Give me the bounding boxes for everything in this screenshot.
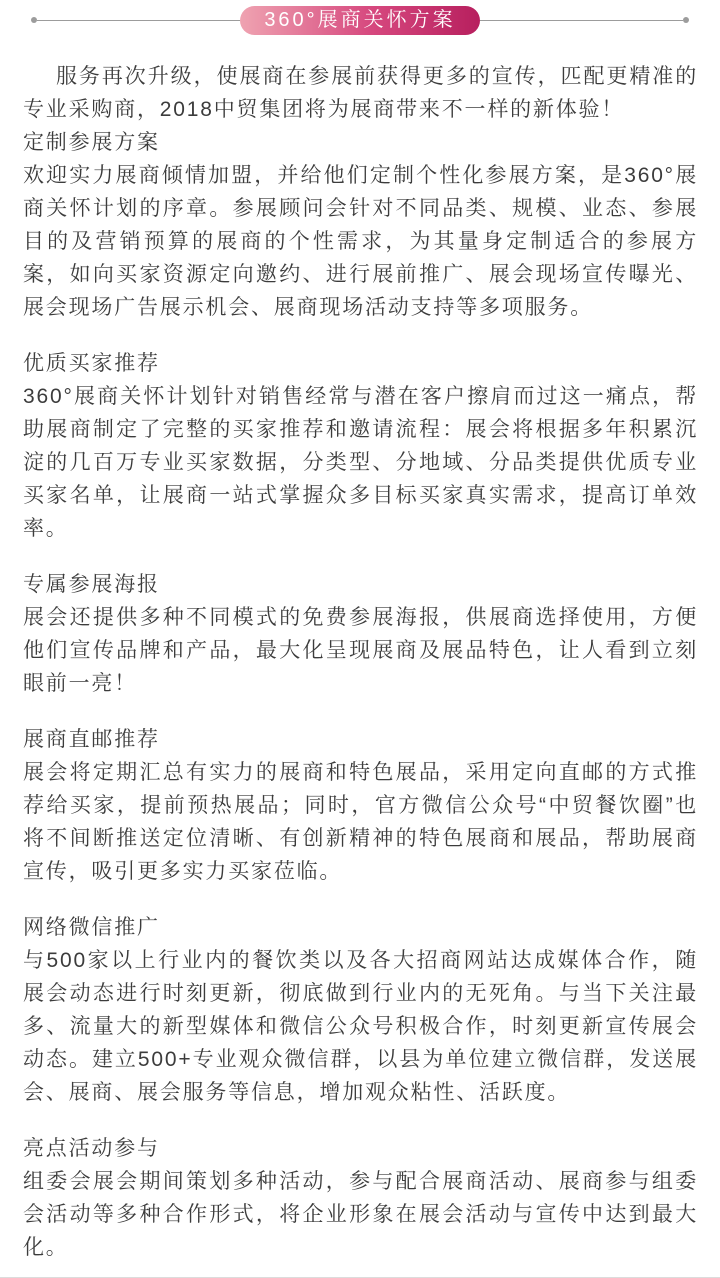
section-paragraph: 360°展商关怀计划针对销售经常与潜在客户擦肩而过这一痛点，帮助展商制定了完整的买家推荐和邀请流程：展会将根据多年积累沉淀的几百万专业买家数据，分类型、分地域、分品类提供优质专业买家名单，让展商一站式掌握众多目标买家真实需求，提高订单效率。 — [23, 385, 698, 540]
title-rule-left — [37, 20, 240, 21]
title-header — [0, 0, 720, 35]
section-heading: 展商直邮推荐 — [23, 728, 160, 751]
section-paragraph: 展会还提供多种不同模式的免费参展海报，供展商选择使用，方便他们宣传品牌和产品，最大化呈现展商及展品特色，让人看到立刻眼前一亮！ — [23, 606, 698, 695]
intro-paragraph: 服务再次升级，使展商在参展前获得更多的宣传，匹配更精准的专业采购商，2018中贸集团将为展商带来不一样的新体验！ — [23, 65, 698, 121]
section-highlight-activities — [23, 1132, 698, 1264]
section-heading: 定制参展方案 — [23, 131, 160, 154]
section-custom-plan — [23, 126, 698, 324]
section-paragraph: 组委会展会期间策划多种活动，参与配合展商活动、展商参与组委会活动等多种合作形式，将企业形象在展会活动与宣传中达到最大化。 — [23, 1170, 698, 1259]
section-heading: 专属参展海报 — [23, 573, 160, 596]
section-exclusive-poster — [23, 568, 698, 700]
section-wechat-promotion — [23, 911, 698, 1109]
article-body — [0, 35, 720, 1264]
section-direct-mail — [23, 723, 698, 888]
section-paragraph: 与500家以上行业内的餐饮类以及各大招商网站达成媒体合作，随展会动态进行时刻更新，彻底做到行业内的无死角。与当下关注最多、流量大的新型媒体和微信公众号积极合作，时刻更新宣传展会动态。建立500+专业观众微信群，以县为单位建立微信群，发送展会、展商、展会服务等信息，增加观众粘性、活跃度。 — [23, 949, 698, 1104]
section-paragraph: 展会将定期汇总有实力的展商和特色展品，采用定向直邮的方式推荐给买家，提前预热展品；同时，官方微信公众号“中贸餐饮圈”也将不间断推送定位清晰、有创新精神的特色展商和展品，帮助展商宣传，吸引更多实力买家莅临。 — [23, 761, 698, 883]
title-badge — [240, 6, 479, 35]
section-heading: 网络微信推广 — [23, 916, 160, 939]
title-rule-right — [480, 20, 683, 21]
section-heading: 亮点活动参与 — [23, 1137, 160, 1160]
line-end-dot-right — [683, 17, 689, 23]
section-paragraph: 欢迎实力展商倾情加盟，并给他们定制个性化参展方案，是360°展商关怀计划的序章。参展顾问会针对不同品类、规模、业态、参展目的及营销预算的展商的个性需求，为其量身定制适合的参展方案，如向买家资源定向邀约、进行展前推广、展会现场宣传曝光、展会现场广告展示机会、展商现场活动支持等多项服务。 — [23, 164, 698, 319]
page-title: 360°展商关怀方案 — [264, 8, 456, 31]
section-quality-buyers — [23, 347, 698, 545]
section-heading: 优质买家推荐 — [23, 352, 160, 375]
